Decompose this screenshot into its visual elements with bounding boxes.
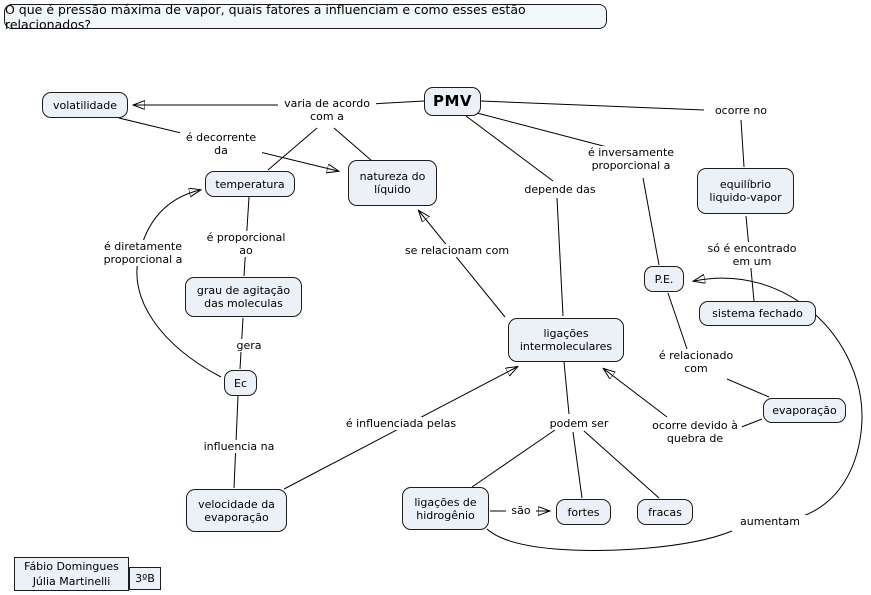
line-varia-to-pmv (371, 101, 424, 104)
class-label: 3ºB (135, 572, 155, 585)
link-phrase-ocorre-devido: ocorre devido à quebra de (648, 419, 742, 445)
link-phrase-depende-das: depende das (517, 183, 603, 196)
link-phrase-varia-de-acordo: varia de acordo com a (278, 97, 376, 123)
line-evaporacao-to-ocorre-devido (739, 419, 762, 428)
link-phrase-relacionado: é relacionado com (652, 349, 740, 375)
link-phrase-aumentam: aumentam (734, 515, 806, 528)
node-ligacoes-intermoleculares[interactable]: ligações intermoleculares (508, 318, 624, 362)
arrow-ligacoes-serelacionam-natureza (419, 211, 505, 317)
line-depende-to-ligacoes (557, 198, 563, 316)
link-phrase-so-encontrado: só é encontrado em um (700, 242, 804, 268)
line-podem-ser-to-hidrogenio (472, 430, 555, 487)
link-phrase-decorrente: é decorrente da (180, 131, 262, 157)
node-temperatura[interactable]: temperatura (205, 171, 295, 197)
curve-hidrogenio-to-aumentam (487, 529, 732, 550)
line-podem-ser-to-fortes (573, 432, 582, 498)
author-name-2: Júlia Martinelli (32, 575, 111, 588)
link-phrase-ocorre-no: ocorre no (707, 104, 775, 117)
node-natureza-do-liquido[interactable]: natureza do líquido (348, 160, 437, 206)
node-fracas[interactable]: fracas (637, 499, 693, 525)
node-pmv[interactable]: PMV (424, 87, 481, 116)
link-phrase-se-relacionam: se relacionam com (398, 244, 516, 257)
node-equilibrio-liquido-vapor[interactable]: equilíbrio liquido-vapor (697, 168, 794, 214)
node-ec[interactable]: Ec (224, 370, 257, 396)
node-evaporacao[interactable]: evaporação (763, 398, 846, 423)
focus-question: O que é pressão máxima de vapor, quais fatores a influenciam e como esses estão relacionados? (4, 4, 607, 29)
arrow-ocorre-devido-to-ligacoes (604, 369, 667, 417)
link-phrase-podem-ser: podem ser (544, 417, 614, 430)
node-ligacoes-hidrogenio[interactable]: ligações de hidrogênio (402, 487, 489, 530)
link-phrase-gera: gera (228, 339, 270, 352)
link-phrase-diretamente: é diretamente proporcional a (96, 240, 190, 266)
node-pe[interactable]: P.E. (644, 266, 684, 292)
class-box (129, 567, 161, 590)
line-relacionado-to-evaporacao (727, 379, 769, 397)
node-grau-agitacao[interactable]: grau de agitação das moleculas (185, 277, 302, 317)
line-varia-to-natureza (334, 128, 372, 161)
line-inversamente-to-pe (643, 178, 659, 265)
line-ligacoes-to-podem-ser (564, 362, 569, 414)
node-fortes[interactable]: fortes (556, 499, 611, 525)
line-pmv-to-inversamente (477, 113, 607, 147)
link-phrase-influencia-na: influencia na (198, 440, 280, 453)
node-velocidade-evaporacao[interactable]: velocidade da evaporação (186, 489, 287, 532)
link-phrase-sao: são (506, 504, 536, 517)
line-pe-to-relacionado (668, 293, 687, 349)
link-phrase-proporcional-ao: é proporcional ao (200, 231, 292, 257)
line-ocorre-no-to-equilibrio (741, 120, 744, 167)
authors-box (14, 557, 129, 591)
link-phrase-inversamente: é inversamente proporcional a (580, 146, 682, 172)
node-sistema-fechado[interactable]: sistema fechado (699, 301, 816, 326)
author-name-1: Fábio Domingues (24, 560, 119, 573)
line-pmv-to-depende (466, 116, 553, 181)
node-volatilidade[interactable]: volatilidade (42, 92, 128, 118)
line-pmv-to-ocorre-no (481, 101, 704, 110)
link-phrase-influenciada: é influenciada pelas (340, 417, 462, 430)
